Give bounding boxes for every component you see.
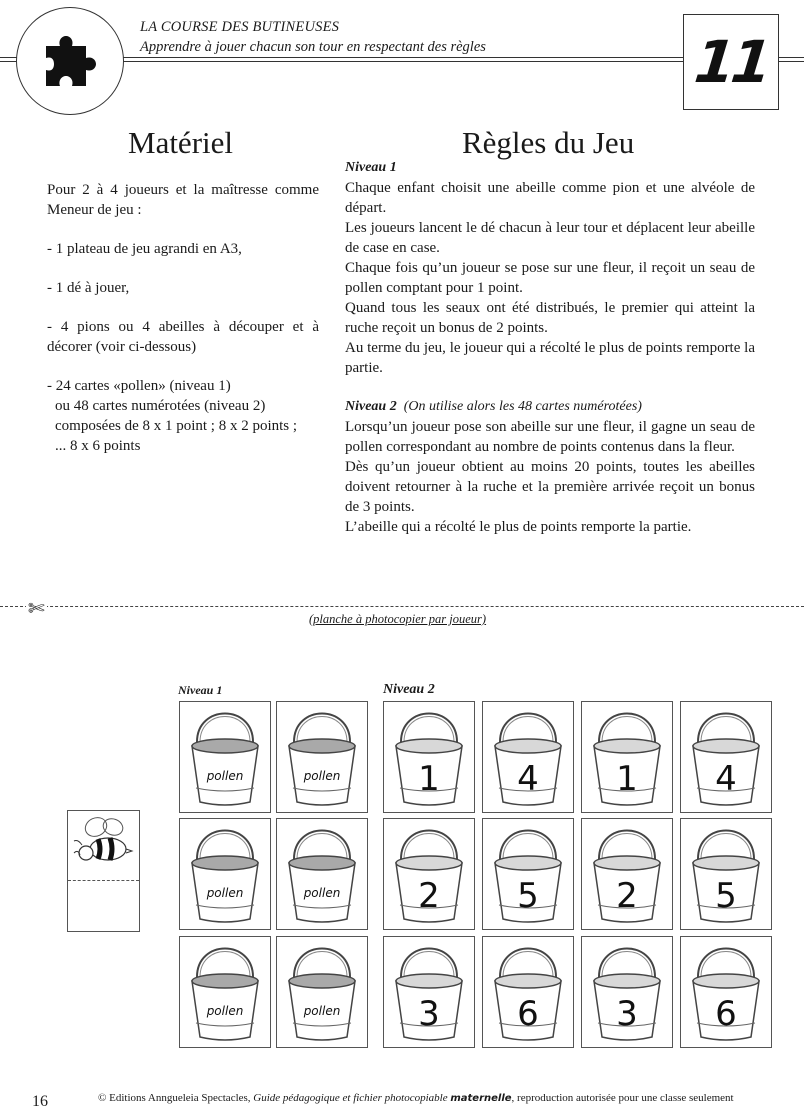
regle-paragraph: Au terme du jeu, le joueur qui a récolté le plus de points remporte la partie.: [345, 340, 755, 376]
bucket-icon: [384, 819, 474, 929]
materiel-heading: Matériel: [128, 125, 234, 160]
photocopy-note: (planche à photocopier par joueur): [309, 612, 487, 626]
point-number: 4: [517, 759, 539, 799]
logo-circle: [16, 7, 124, 115]
bucket-icon: [180, 819, 270, 929]
niveau2-cards-label: Niveau 2: [383, 682, 435, 697]
regles-text: [345, 158, 755, 537]
bucket-icon: [277, 819, 367, 929]
pollen-card: [276, 936, 368, 1048]
materiel-item: - 24 cartes «pollen» (niveau 1): [47, 378, 231, 394]
point-number: 2: [418, 876, 440, 916]
number-card: [581, 701, 673, 813]
materiel-item: - 4 pions ou 4 abeilles à découper et à décorer (voir ci-dessous): [47, 319, 319, 355]
scissors-icon: ✄: [28, 596, 45, 620]
pollen-card: [179, 818, 271, 930]
number-card: [581, 818, 673, 930]
copyright-suffix: , reproduction autorisée pour une classe seulement: [511, 1092, 734, 1104]
bucket-icon: [681, 819, 771, 929]
point-number: 2: [616, 876, 638, 916]
point-number: 3: [418, 994, 440, 1034]
page-number: 16: [32, 1093, 48, 1110]
materiel-item: - 1 plateau de jeu agrandi en A3,: [47, 241, 242, 257]
regles-heading: Règles du Jeu: [462, 125, 635, 160]
bucket-icon: [180, 702, 270, 812]
number-card: [680, 936, 772, 1048]
bucket-icon: [483, 937, 573, 1047]
pollen-label: pollen: [303, 769, 341, 783]
number-card: [680, 818, 772, 930]
copyright-line: [98, 1092, 734, 1104]
pollen-card: [276, 818, 368, 930]
puzzle-piece-icon: [42, 34, 98, 90]
number-card: [482, 701, 574, 813]
point-number: 6: [715, 994, 737, 1034]
bucket-icon: [483, 702, 573, 812]
number-card: [383, 701, 475, 813]
pollen-label: pollen: [303, 1004, 341, 1018]
niveau1-title: Niveau 1: [345, 160, 397, 175]
pollen-label: pollen: [206, 769, 244, 783]
number-card: [482, 818, 574, 930]
pollen-label: pollen: [303, 886, 341, 900]
materiel-item-line: ou 48 cartes numérotées (niveau 2): [55, 398, 266, 414]
bee-pawn-card: [67, 810, 140, 932]
point-number: 5: [517, 876, 539, 916]
bucket-icon: [483, 819, 573, 929]
fold-line: [68, 880, 139, 881]
bucket-icon: [582, 937, 672, 1047]
point-number: 1: [616, 759, 638, 799]
number-card: [482, 936, 574, 1048]
regle-paragraph: Chaque fois qu’un joueur se pose sur une fleur, il reçoit un seau de pollen comptant pour 1 point.: [345, 260, 755, 296]
regle-paragraph: Lorsqu’un joueur pose son abeille sur une fleur, il gagne un seau de pollen correspondant au nombre de points contenus dans la fleur.: [345, 419, 755, 455]
point-number: 6: [517, 994, 539, 1034]
niveau2-title: Niveau 2: [345, 399, 397, 414]
maternelle-word: maternelle: [450, 1093, 512, 1104]
pollen-label: pollen: [206, 886, 244, 900]
bucket-icon: [681, 702, 771, 812]
guide-title: Guide pédagogique et fichier photocopiable: [253, 1092, 451, 1104]
number-card: [680, 701, 772, 813]
copyright-prefix: © Editions Anngueleia Spectacles,: [98, 1092, 254, 1104]
materiel-item-line: composées de 8 x 1 point ; 8 x 2 points ;: [55, 418, 298, 434]
number-card: [383, 818, 475, 930]
point-number: 3: [616, 994, 638, 1034]
header-title: LA COURSE DES BUTINEUSES: [140, 19, 340, 35]
bucket-icon: [582, 702, 672, 812]
sheet-number-box: [683, 14, 779, 110]
regle-paragraph: Chaque enfant choisit une abeille comme pion et une alvéole de départ.: [345, 180, 755, 216]
regle-paragraph: Les joueurs lancent le dé chacun à leur tour et déplacent leur abeille de case en case.: [345, 220, 755, 256]
number-card: [383, 936, 475, 1048]
bucket-icon: [681, 937, 771, 1047]
materiel-list: [47, 180, 319, 456]
materiel-item-line: ... 8 x 6 points: [55, 438, 141, 454]
niveau1-cards-label: Niveau 1: [178, 683, 223, 697]
pollen-label: pollen: [206, 1004, 244, 1018]
sheet-number: 11: [691, 28, 771, 96]
header-subtitle: Apprendre à jouer chacun son tour en respectant des règles: [140, 39, 486, 55]
bucket-icon: [384, 937, 474, 1047]
pollen-card: [179, 936, 271, 1048]
regle-paragraph: Quand tous les seaux ont été distribués, le premier qui atteint la ruche reçoit un bonus de 2 points.: [345, 300, 755, 336]
bucket-icon: [277, 702, 367, 812]
bucket-icon: [277, 937, 367, 1047]
bucket-icon: [582, 819, 672, 929]
point-number: 5: [715, 876, 737, 916]
materiel-item: - 1 dé à jouer,: [47, 280, 130, 296]
point-number: 1: [418, 759, 440, 799]
regle-paragraph: L’abeille qui a récolté le plus de points remporte la partie.: [345, 519, 692, 535]
bee-icon: [68, 811, 139, 879]
regle-paragraph: Dès qu’un joueur obtient au moins 20 points, toutes les abeilles doivent retourner à la ruche et la première arrivée reçoit un bonus de 3 points.: [345, 459, 755, 515]
niveau2-note: (On utilise alors les 48 cartes numérotées): [403, 399, 642, 414]
number-card: [581, 936, 673, 1048]
bucket-icon: [384, 702, 474, 812]
pollen-card: [276, 701, 368, 813]
cut-line: [0, 606, 804, 607]
niveau2-title-line: [345, 397, 755, 417]
bucket-icon: [180, 937, 270, 1047]
materiel-intro: Pour 2 à 4 joueurs et la maîtresse comme Meneur de jeu :: [47, 182, 319, 218]
pollen-card: [179, 701, 271, 813]
point-number: 4: [715, 759, 737, 799]
